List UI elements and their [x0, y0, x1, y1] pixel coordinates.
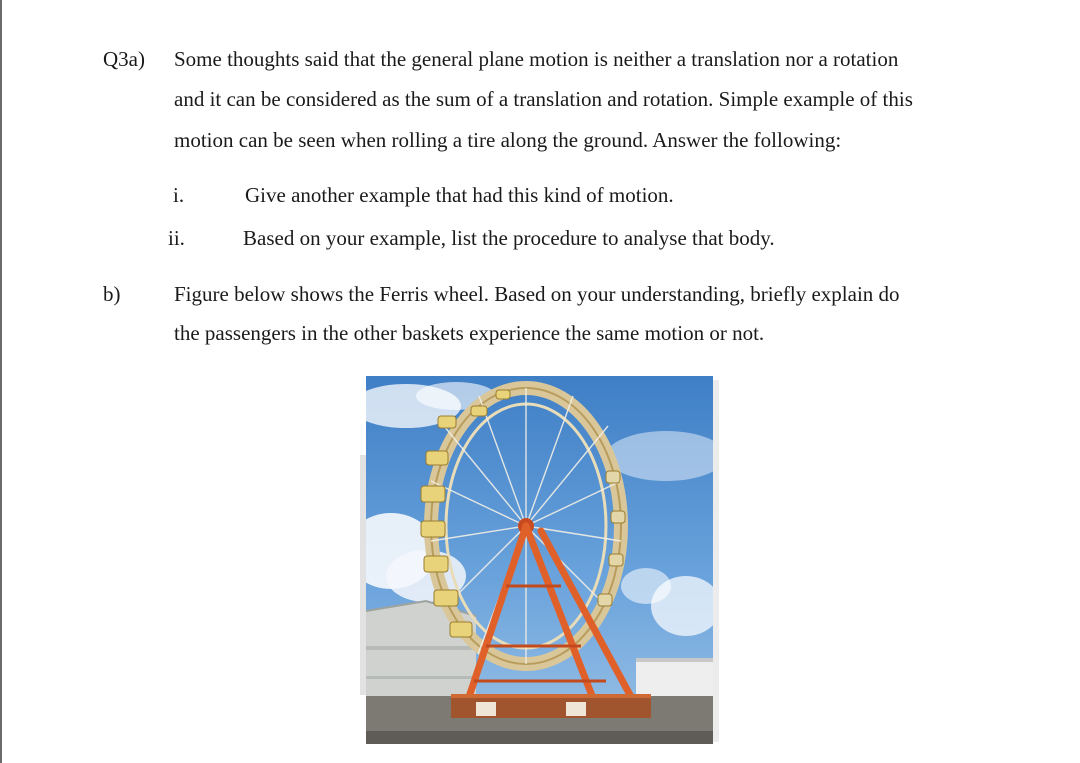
subitem-text-1: Give another example that had this kind of motion.	[245, 183, 674, 207]
ferris-wheel-figure	[366, 376, 713, 744]
subitem-numeral-1: i.	[173, 183, 185, 207]
part-b-line-1: Figure below shows the Ferris wheel. Based on your understanding, briefly explain do	[174, 282, 900, 306]
subitem-numeral-2: ii.	[168, 226, 185, 250]
part-a-line-2: and it can be considered as the sum of a translation and rotation. Simple example of this	[174, 87, 913, 111]
question-label-a: Q3a)	[103, 47, 145, 71]
page-left-border	[0, 0, 2, 763]
part-b-line-2: the passengers in the other baskets experience the same motion or not.	[174, 321, 765, 345]
part-a-line-3: motion can be seen when rolling a tire along the ground. Answer the following:	[174, 128, 842, 152]
part-a-line-1: Some thoughts said that the general plane motion is neither a translation nor a rotation	[174, 47, 899, 71]
ferris-wheel-photo-icon	[366, 376, 713, 744]
figure-shadow-right	[713, 380, 719, 742]
subitem-text-2: Based on your example, list the procedure to analyse that body.	[243, 226, 775, 250]
question-label-b: b)	[103, 282, 121, 306]
